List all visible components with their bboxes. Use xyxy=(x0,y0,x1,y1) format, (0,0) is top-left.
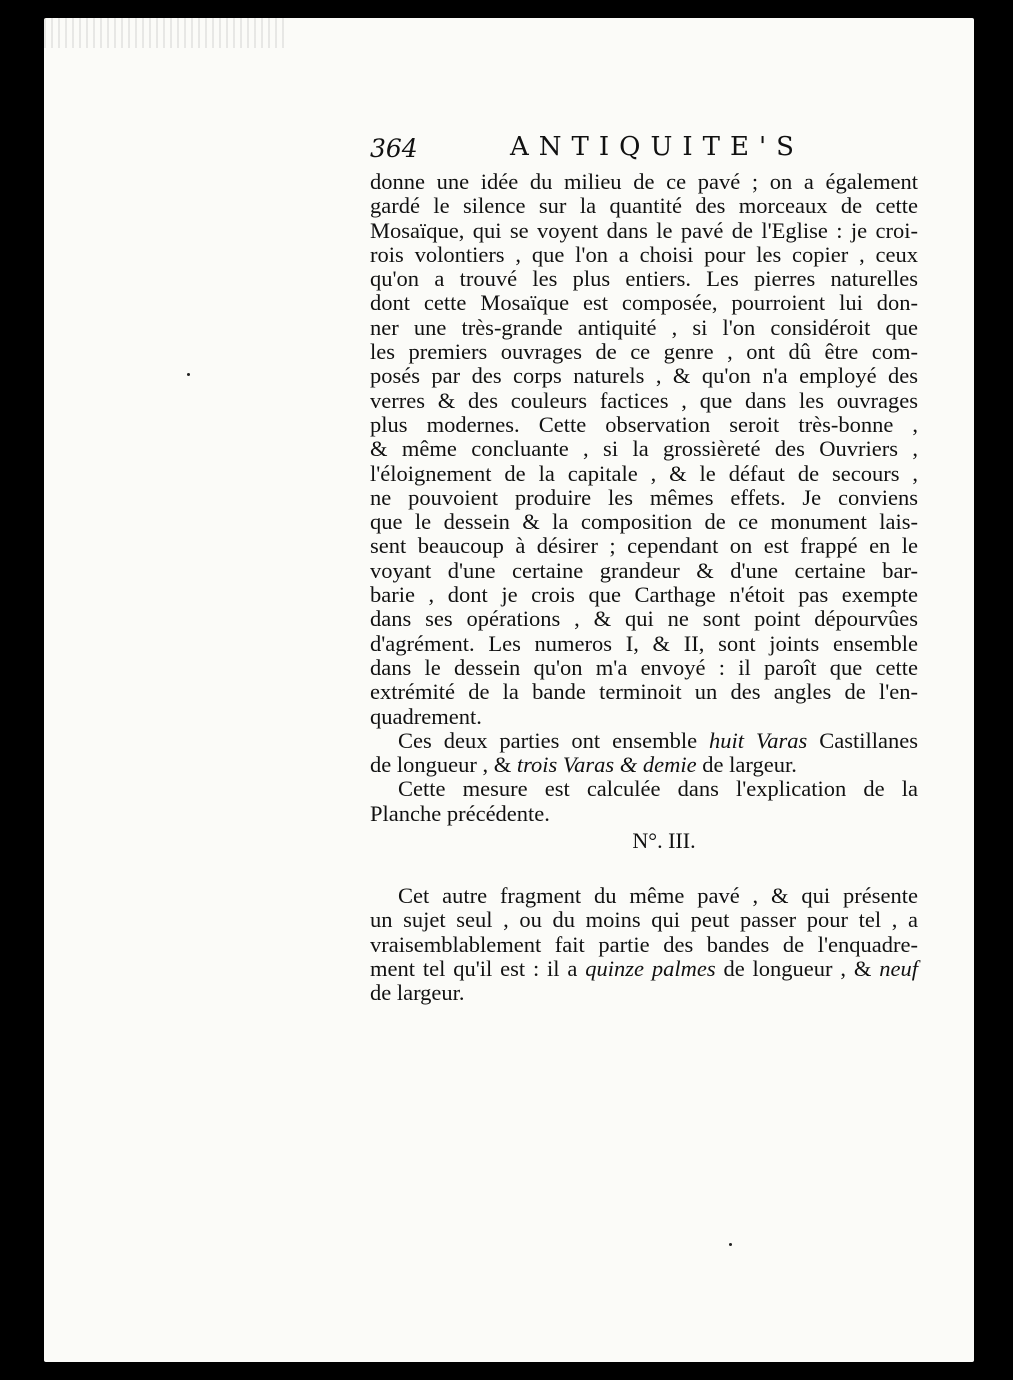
text-line: ne pouvoient produire les mêmes effets. Je conviens xyxy=(370,484,918,510)
scan-edge-noise xyxy=(44,18,284,48)
italic-run: quinze palmes xyxy=(585,955,716,981)
italic-run: huit Varas xyxy=(709,727,808,753)
text-line: sent beaucoup à désirer ; cependant on est frappé en le xyxy=(370,533,918,559)
page-header xyxy=(370,132,890,172)
paragraph-fragment xyxy=(370,884,918,1005)
text-line: Planche précédente. xyxy=(370,800,550,826)
text-run: de largeur. xyxy=(696,752,797,778)
text-line: donne une idée du milieu de ce pavé ; on a également xyxy=(370,169,918,194)
text-line: dans ses opérations , & qui ne sont point dépourvûes xyxy=(370,606,918,632)
text-line: que le dessein & la composition de ce monument lais- xyxy=(370,509,918,535)
paragraph-measures xyxy=(370,729,918,778)
text-line: barie , dont je crois que Carthage n'étoit pas exempte xyxy=(370,582,918,608)
text-line: plus modernes. Cette observation seroit très-bonne , xyxy=(370,411,918,437)
section-heading: N°. III. xyxy=(632,828,696,854)
text-run: Ces deux parties ont ensemble xyxy=(398,727,710,753)
text-line: Mosaïque, qui se voyent dans le pavé de l'Eglise : je croi- xyxy=(370,217,918,243)
text-line: qu'on a trouvé les plus entiers. Les pierres naturelles xyxy=(370,266,918,292)
text-line: les premiers ouvrages de ce genre , ont dû être com- xyxy=(370,339,918,365)
spacer xyxy=(370,856,918,884)
text-line: verres & des couleurs factices , que dans les ouvrages xyxy=(370,387,918,413)
scan-speck xyxy=(187,373,190,376)
text-line xyxy=(370,753,918,777)
text-line: extrémité de la bande terminoit un des angles de l'en- xyxy=(370,679,918,705)
text-line: ner une très-grande antiquité , si l'on considéroit que xyxy=(370,314,918,340)
text-line: Cet autre fragment du même pavé , & qui présente xyxy=(398,883,918,909)
text-line: & même concluante , si la grossièreté des Ouvriers , xyxy=(370,436,918,462)
text-line: voyant d'une certaine grandeur & d'une certaine bar- xyxy=(370,557,918,583)
text-run: Castillanes xyxy=(807,727,919,753)
text-line: gardé le silence sur la quantité des morceaux de cette xyxy=(370,193,918,219)
text-line: posés par des corps naturels , & qu'on n'a employé des xyxy=(370,363,918,389)
italic-run: neuf xyxy=(879,955,918,981)
paragraph-continuation xyxy=(370,170,918,729)
text-line: Cette mesure est calculée dans l'explication de la xyxy=(398,776,918,802)
text-line: un sujet seul , ou du moins qui peut passer pour tel , a xyxy=(370,907,918,933)
paragraph-calculation xyxy=(370,777,918,826)
text-line: vraisemblablement fait partie des bandes de l'enquadre- xyxy=(370,931,918,957)
text-line: de largeur. xyxy=(370,980,465,1006)
scan-speck xyxy=(729,1243,732,1246)
text-line: dont cette Mosaïque est composée, pourroient lui don- xyxy=(370,290,918,316)
text-line: l'éloignement de la capitale , & le défaut de secours , xyxy=(370,460,918,486)
text-line xyxy=(370,957,918,981)
page-number: 364 xyxy=(370,134,418,163)
text-line: quadrement. xyxy=(370,703,482,729)
text-line: rois volontiers , que l'on a choisi pour les copier , ceux xyxy=(370,241,918,267)
text-run: ment tel qu'il est : il a xyxy=(370,955,586,981)
text-line xyxy=(370,729,918,753)
text-block xyxy=(370,170,918,1006)
text-run: de longueur , & xyxy=(715,955,880,981)
text-line: d'agrément. Les numeros I, & II, sont joints ensemble xyxy=(370,630,918,656)
italic-run: trois Varas & demie xyxy=(516,752,697,778)
running-title: ANTIQUITE'S xyxy=(510,132,804,162)
text-line: dans le dessein qu'on m'a envoyé : il paroît que cette xyxy=(370,654,918,680)
text-run: de longueur , & xyxy=(370,752,517,778)
